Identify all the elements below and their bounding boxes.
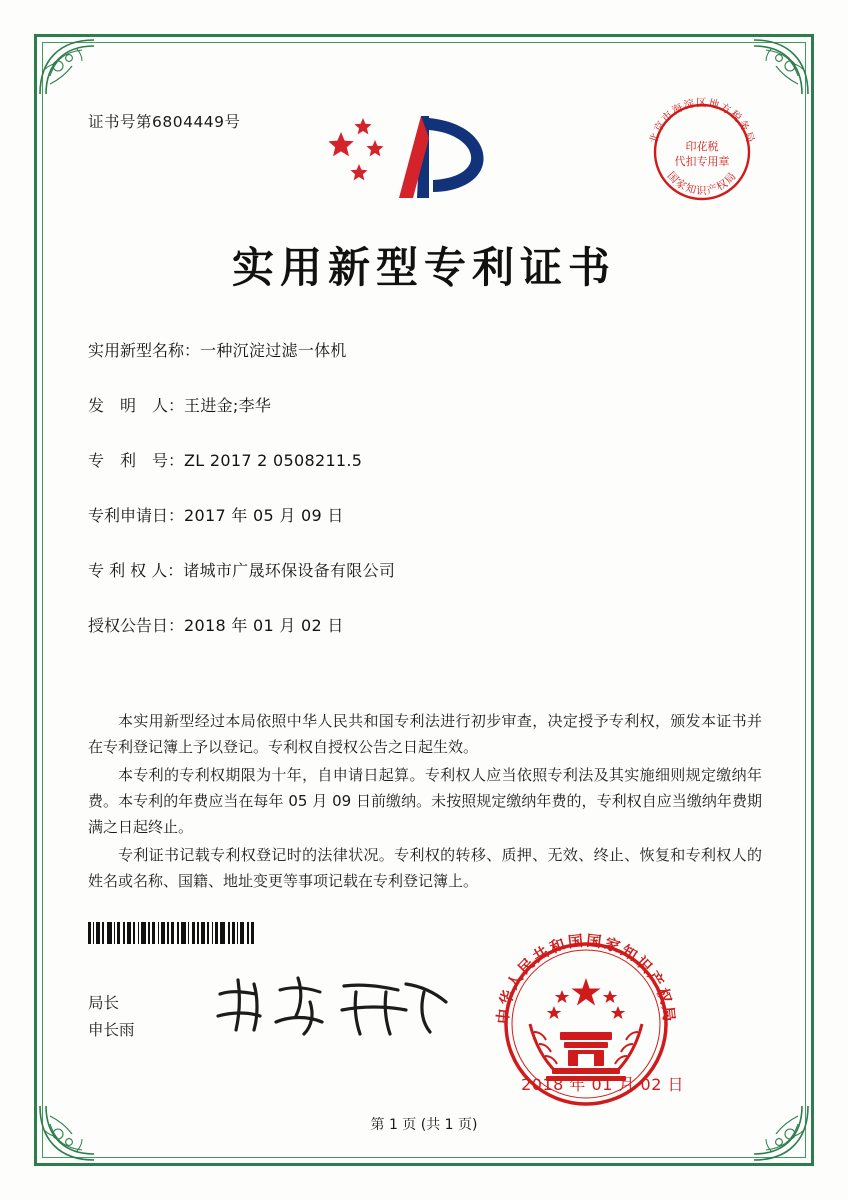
legal-text	[88, 708, 762, 896]
field-label: 发 明 人：	[88, 396, 185, 415]
barcode	[88, 922, 326, 944]
cnipa-logo-icon	[329, 102, 519, 212]
field-value: 2018 年 01 月 02 日	[184, 616, 344, 635]
field-row	[88, 613, 768, 636]
field-row	[88, 558, 768, 581]
svg-text:印花税: 印花税	[685, 140, 719, 153]
tax-stamp-seal	[638, 88, 766, 216]
paragraph: 专利证书记载专利权登记时的法律状况。专利权的转移、质押、无效、终止、恢复和专利权人的姓名或名称、国籍、地址变更等事项记载在专利登记簿上。	[88, 846, 762, 890]
field-label: 专 利 号：	[88, 451, 185, 470]
field-label: 专利申请日：	[88, 506, 185, 525]
signer-name: 申长雨	[88, 1021, 135, 1039]
field-label: 专 利 权 人：	[88, 561, 184, 580]
field-value: 2017 年 05 月 09 日	[184, 506, 344, 525]
svg-text:代扣专用章: 代扣专用章	[674, 155, 730, 168]
handwritten-signature-icon	[210, 972, 460, 1042]
paragraph: 本实用新型经过本局依照中华人民共和国专利法进行初步审查，决定授予专利权，颁发本证书并在专利登记簿上予以登记。专利权自授权公告之日起生效。	[88, 712, 762, 756]
page-title: 实用新型专利证书	[231, 243, 616, 292]
field-label: 授权公告日：	[88, 616, 185, 635]
field-value: 一种沉淀过滤一体机	[200, 341, 347, 360]
signature-block	[88, 990, 135, 1044]
certificate-content	[60, 60, 788, 1140]
svg-text:中华人民共和国国家知识产权局: 中华人民共和国国家知识产权局	[493, 931, 679, 1025]
page-footer: 第 1 页 (共 1 页)	[370, 1117, 478, 1133]
seal-date: 2018 年 01 月 02 日	[521, 1075, 684, 1094]
field-row	[88, 393, 768, 416]
field-label: 实用新型名称：	[88, 341, 201, 360]
field-row	[88, 503, 768, 526]
paragraph: 本专利的专利权期限为十年，自申请日起算。专利权人应当依照专利法及其实施细则规定缴纳年费。本专利的年费应当在每年 05 月 09 日前缴纳。未按照规定缴纳年费的，专利权自应当缴纳年费期满之日起终止。	[88, 766, 762, 836]
certificate-number: 证书号第6804449号	[88, 113, 241, 131]
field-row	[88, 448, 768, 471]
field-row	[88, 338, 768, 361]
svg-text:北京市海淀区地方税务局: 北京市海淀区地方税务局	[647, 97, 757, 146]
field-value: 王进金;李华	[184, 396, 272, 415]
signer-role: 局长	[88, 994, 120, 1012]
certificate-fields	[88, 338, 768, 668]
field-value: 诸城市广晟环保设备有限公司	[183, 561, 396, 580]
field-value: ZL 2017 2 0508211.5	[184, 451, 363, 470]
svg-text:国家知识产权局: 国家知识产权局	[664, 169, 740, 197]
